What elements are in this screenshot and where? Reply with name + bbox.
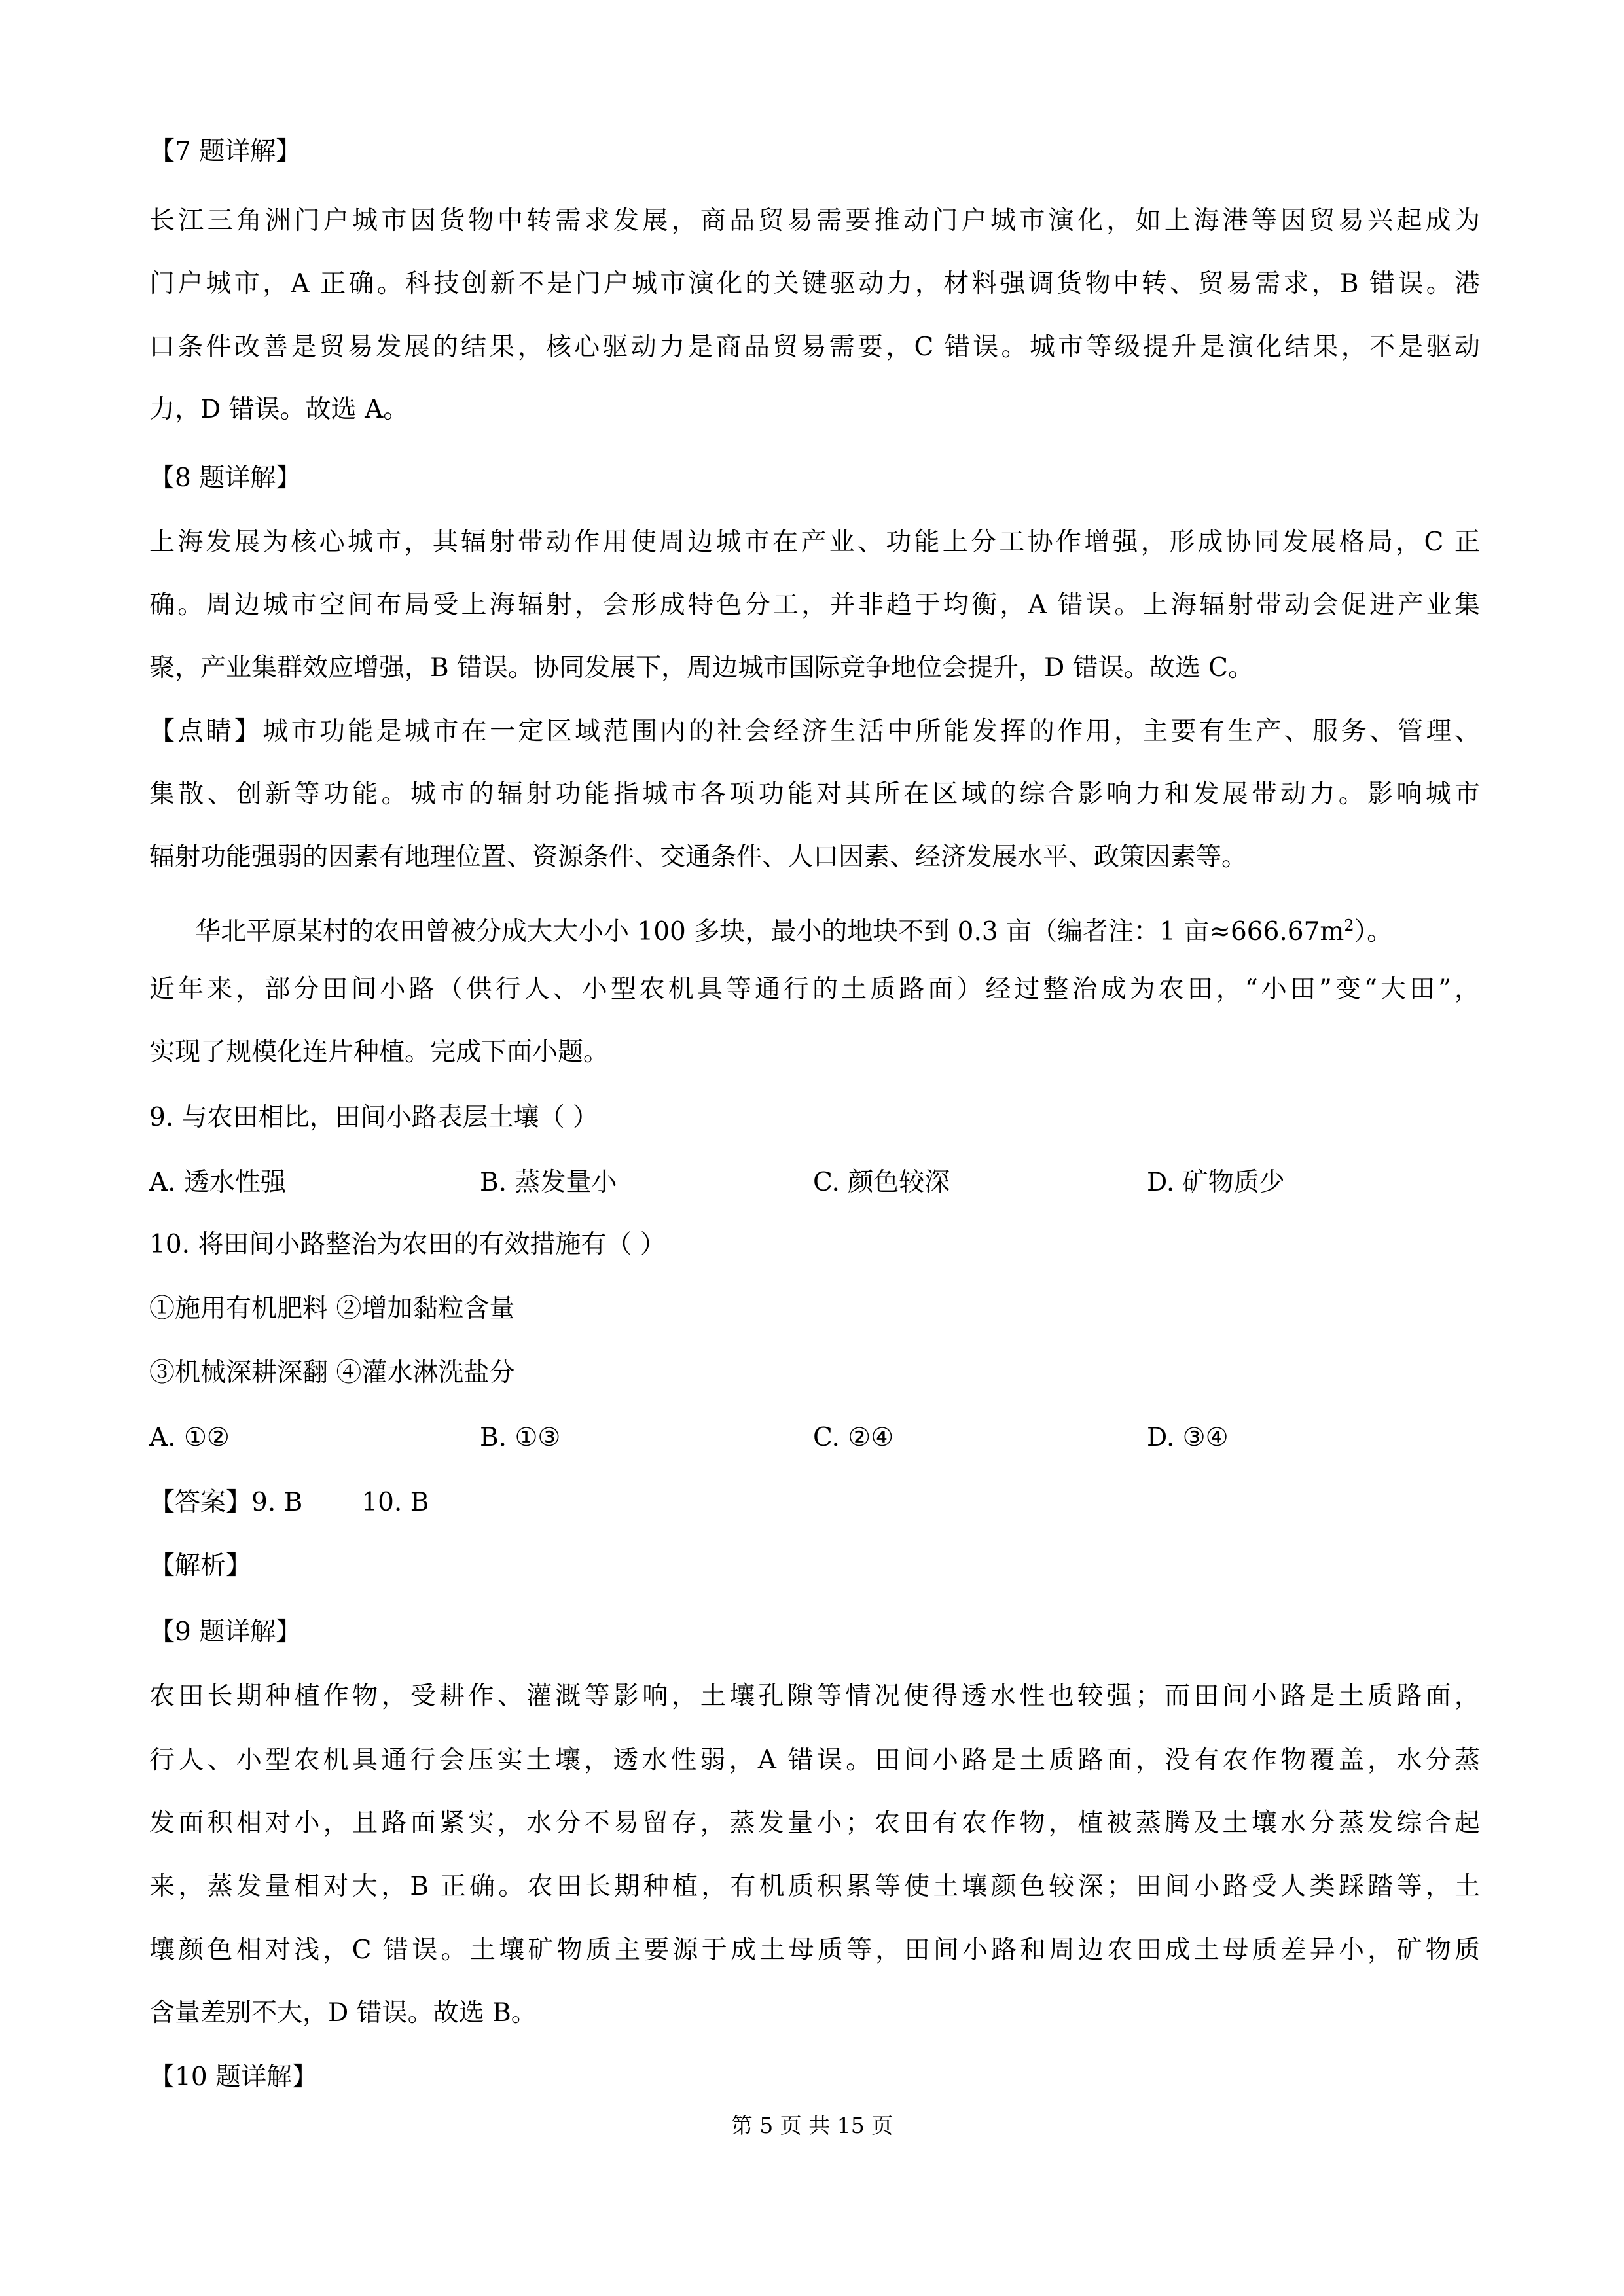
q9-option-b: B. 蒸发量小 [480, 1168, 617, 1197]
q8-explanation-line: 确。周边城市空间布局受上海辐射，会形成特色分工，并非趋于均衡，A 错误。上海辐射带动会促进产业集 [149, 590, 1480, 620]
q9-stem: 9. 与农田相比，田间小路表层土壤（ ） [149, 1103, 599, 1132]
q10-option-a: A. ①② [149, 1423, 230, 1452]
q9-explanation-line: 壤颜色相对浅，C 错误。土壤矿物质主要源于成土母质等，田间小路和周边农田成土母质差异小，矿物质 [149, 1935, 1480, 1965]
answer-label: 【答案】 [149, 1488, 252, 1517]
q7-explanation-line: 长江三角洲门户城市因货物中转需求发展，商品贸易需要推动门户城市演化，如上海港等因贸易兴起成为 [149, 206, 1480, 236]
answer-10: 10. B [361, 1488, 429, 1517]
q8-explanation-line: 聚，产业集群效应增强，B 错误。协同发展下，周边城市国际竞争地位会提升，D 错误。故选 C。 [149, 653, 1254, 683]
answer-line [149, 1486, 1480, 1520]
q7-explanation-line: 力，D 错误。故选 A。 [149, 395, 409, 424]
q9-option-a: A. 透水性强 [149, 1168, 286, 1197]
q9-title: 【9 题详解】 [149, 1617, 302, 1647]
material-line [195, 908, 1480, 949]
q9-option-c: C. 颜色较深 [813, 1168, 950, 1197]
q10-items-line: ①施用有机肥料 ②增加黏粒含量 [149, 1294, 515, 1323]
q10-option-c: C. ②④ [813, 1423, 894, 1452]
material-line: 实现了规模化连片种植。完成下面小题。 [149, 1037, 609, 1067]
material-text-end: ）。 [1354, 917, 1393, 946]
q10-items-line: ③机械深耕深翻 ④灌水淋洗盐分 [149, 1358, 515, 1388]
q7-explanation-line: 口条件改善是贸易发展的结果，核心驱动力是商品贸易需要，C 错误。城市等级提升是演化结果，不是驱动 [149, 332, 1480, 362]
superscript-two: 2 [1344, 916, 1354, 935]
q10-option-b: B. ①③ [480, 1423, 561, 1452]
material-line: 近年来，部分田间小路（供行人、小型农机具等通行的土质路面）经过整治成为农田，“小田”变“大田”， [149, 975, 1480, 1004]
q7-explanation-line: 门户城市，A 正确。科技创新不是门户城市演化的关键驱动力，材料强调货物中转、贸易需求，B 错误。港 [149, 269, 1480, 298]
q10-stem: 10. 将田间小路整治为农田的有效措施有（ ） [149, 1230, 666, 1259]
tip-line: 【点睛】城市功能是城市在一定区域范围内的社会经济生活中所能发挥的作用，主要有生产、服务、管理、 [149, 717, 1480, 746]
q8-explanation-line: 上海发展为核心城市，其辐射带动作用使周边城市在产业、功能上分工协作增强，形成协同发展格局，C 正 [149, 528, 1480, 557]
q10-option-d: D. ③④ [1147, 1423, 1229, 1452]
q7-title: 【7 题详解】 [149, 137, 302, 166]
page-footer: 第 5 页 共 15 页 [731, 2113, 893, 2138]
q9-explanation-line: 来，蒸发量相对大，B 正确。农田长期种植，有机质积累等使土壤颜色较深；田间小路受人类踩踏等，土 [149, 1872, 1480, 1901]
q8-title: 【8 题详解】 [149, 463, 302, 493]
q9-explanation-line: 发面积相对小，且路面紧实，水分不易留存，蒸发量小；农田有农作物，植被蒸腾及土壤水分蒸发综合起 [149, 1808, 1480, 1838]
q9-explanation-line: 农田长期种植作物，受耕作、灌溉等影响，土壤孔隙等情况使得透水性也较强；而田间小路是土质路面， [149, 1681, 1480, 1711]
q9-explanation-line: 行人、小型农机具通行会压实土壤，透水性弱，A 错误。田间小路是土质路面，没有农作物覆盖，水分蒸 [149, 1746, 1480, 1775]
q9-option-d: D. 矿物质少 [1147, 1168, 1285, 1197]
answer-9: 9. B [251, 1488, 303, 1517]
analysis-label: 【解析】 [149, 1551, 252, 1581]
q10-title: 【10 题详解】 [149, 2062, 318, 2092]
q9-explanation-line: 含量差别不大，D 错误。故选 B。 [149, 1998, 537, 2028]
tip-line: 集散、创新等功能。城市的辐射功能指城市各项功能对其所在区域的综合影响力和发展带动力。影响城市 [149, 780, 1480, 809]
material-text: 华北平原某村的农田曾被分成大大小小 100 多块，最小的地块不到 0.3 亩（编者注：1 亩≈666.67m [195, 917, 1344, 946]
tip-line: 辐射功能强弱的因素有地理位置、资源条件、交通条件、人口因素、经济发展水平、政策因素等。 [149, 842, 1248, 872]
